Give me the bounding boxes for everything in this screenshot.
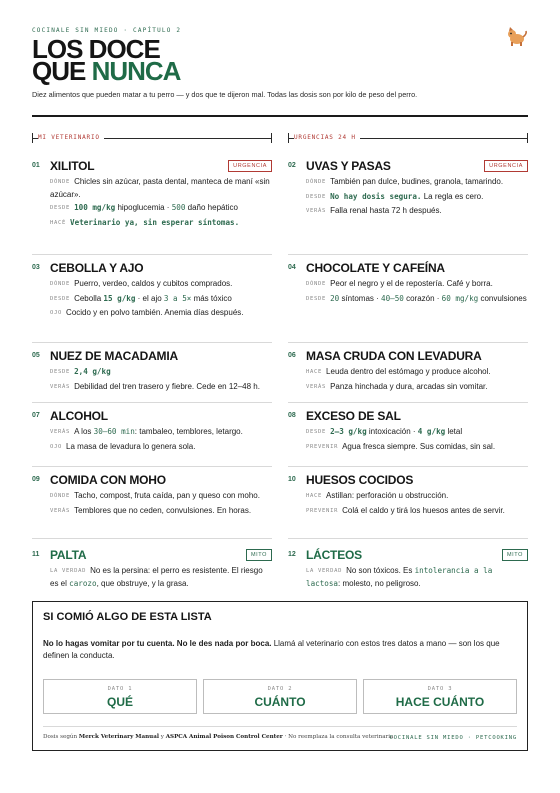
detail-key: VERÁS [306,208,327,214]
item-details [50,366,272,395]
detail-row [306,490,528,503]
card-value: HACE CUÁNTO [395,695,485,709]
item-details [306,490,528,519]
detail-text: Debilidad del tren trasero y fiebre. Cede en 12–48 h. [74,381,260,391]
detail-value: 3 a 5× [163,293,192,303]
item-details [50,176,272,231]
item-number: 07 [32,412,40,419]
detail-row [306,205,528,218]
item-name: XILITOL [50,159,95,173]
detail-row [50,565,272,589]
item-details [50,490,272,519]
detail-row [306,441,528,454]
vet-contact-field[interactable] [32,133,272,143]
detail-key: OJO [50,310,63,316]
detail-key: OJO [50,443,63,450]
item-details [306,176,528,220]
detail-row [50,176,272,200]
detail-text: corazón · [403,293,442,303]
detail-text: Cebolla [74,293,104,303]
detail-text: La masa de levadura lo genera sola. [66,441,196,451]
detail-key: DESDE [306,193,327,200]
detail-key: HACE [306,369,323,375]
detail-text: También pan dulce, budines, granola, tamarindo. [330,177,504,186]
detail-text: A los [74,427,94,436]
item-separator [32,466,272,467]
card-label: DATO 1 [107,686,133,692]
item-details [306,565,528,591]
detail-key: DÓNDE [306,281,327,287]
data-card-how-long [363,679,517,714]
detail-text: Panza hinchada y dura, arcadas sin vomitar. [330,381,488,391]
emergency-contact-label: URGENCIAS 24 H [294,134,360,141]
box-divider [43,726,517,727]
title-word-nunca: NUNCA [91,56,181,86]
item-number: 10 [288,476,296,483]
item-name: HUESOS COCIDOS [306,473,414,487]
detail-text: Temblores que no ceden, convulsiones. En horas. [74,505,252,515]
detail-text: Astillan: perforación u obstrucción. [326,491,449,500]
detail-text: No son tóxicos. Es [346,566,415,575]
data-card-what [43,679,197,714]
item-name: UVAS Y PASAS [306,159,391,173]
title-word-que: QUE [32,56,92,86]
detail-key: DESDE [50,295,71,302]
detail-text: hipoglucemia · [115,203,172,212]
detail-key: VERÁS [50,383,71,390]
detail-row [50,426,272,439]
item-details [306,366,528,395]
page [32,0,528,793]
detail-text: síntomas · [339,293,382,303]
detail-value: 100 mg/kg [74,203,116,212]
detail-text: La regla es cero. [421,191,484,201]
item-number: 03 [32,264,40,271]
item-separator [288,402,528,403]
detail-value: 60 mg/kg [441,293,479,303]
item-details [50,278,272,322]
title-line-1: LOS DOCE [32,34,160,64]
item-name: MASA CRUDA CON LEVADURA [306,349,482,363]
detail-row [50,505,272,518]
item-separator [288,466,528,467]
card-value: CUÁNTO [254,695,306,709]
item-separator [32,538,272,539]
detail-key: PREVENIR [306,507,339,514]
detail-text: · el ajo [135,293,164,303]
item-separator [32,402,272,403]
detail-value: No hay dosis segura. [330,191,422,201]
detail-key: LA VERDAD [306,568,343,574]
item-name: LÁCTEOS [306,548,362,562]
detail-key: PREVENIR [306,443,339,450]
detail-row [50,441,272,454]
detail-text: letal [445,427,463,436]
source-post: · No reemplaza la consulta veterinaria. [282,734,396,740]
detail-text: : tambaleo, temblores, letargo. [134,427,243,436]
detail-text: , que obstruye, y la grasa. [96,578,189,588]
item-separator [288,538,528,539]
detail-value: 500 [171,203,186,212]
detail-row [306,381,528,394]
detail-value: 40–50 [381,293,404,303]
detail-key: LA VERDAD [50,568,87,574]
eyebrow: COCINALE SIN MIEDO · CAPÍTULO 2 [32,27,182,34]
emergency-box-body-rest: Llamá al veterinario con estos tres datos a mano — son los que definen la conducta. [43,639,500,660]
detail-text: Chicles sin azúcar, pasta dental, manteca de maní «sin azúcar». [50,177,270,199]
detail-text: Falla renal hasta 72 h después. [330,206,442,215]
detail-row [50,293,272,306]
item-details [306,278,528,307]
detail-text: Agua fresca siempre. Sus comidas, sin sal. [342,441,496,451]
subtitle: Diez alimentos que pueden matar a tu perro — y dos que te dijeron mal. Todas las dosis son por kilo de peso del perro. [32,90,418,99]
detail-row [50,366,272,379]
urgency-badge: URGENCIA [484,160,528,172]
detail-text: intoxicación · [366,427,418,436]
emergency-box-body-bold: No lo hagas vomitar por tu cuenta. No le des nada por boca. [43,639,272,648]
detail-row [50,381,272,394]
item-number: 12 [288,551,296,558]
detail-text: Cocido y en polvo también. Anemia días después. [66,308,244,317]
detail-row [306,176,528,189]
item-name: ALCOHOL [50,409,108,423]
emergency-box [32,601,528,751]
detail-key: HACÉ [50,219,67,226]
detail-row [50,202,272,215]
source-pre: Dosis según [43,734,79,740]
item-name: PALTA [50,548,87,562]
detail-value: carozo [69,578,97,588]
item-number: 11 [32,551,40,558]
item-number: 05 [32,352,40,359]
detail-row [306,278,528,291]
source-note [43,734,395,740]
detail-row [50,278,272,291]
item-details [306,426,528,455]
card-value: QUÉ [106,695,133,709]
detail-value: intolerancia a la lactosa [306,566,493,588]
source-merck: Merck Veterinary Manual [78,734,159,740]
title-line-2 [32,56,181,86]
detail-key: VERÁS [306,383,327,390]
detail-key: DESDE [306,295,327,302]
item-name: NUEZ DE MACADAMIA [50,349,178,363]
brand-footer: COCINALE SIN MIEDO · PETCOOKING [389,735,517,741]
detail-value: 4 g/kg [417,427,446,436]
detail-text: Leuda dentro del estómago y produce alcohol. [326,367,491,376]
detail-key: DÓNDE [50,179,71,185]
item-number: 09 [32,476,40,483]
item-number: 02 [288,162,296,169]
detail-row [306,565,528,589]
detail-key: VERÁS [50,507,71,514]
detail-row [306,505,528,518]
card-label: DATO 2 [267,686,293,692]
detail-row [50,307,272,320]
detail-text: daño hepático [185,203,238,212]
detail-value: 30–60 min [93,427,135,436]
detail-value: 2,4 g/kg [74,367,111,376]
item-name: CEBOLLA Y AJO [50,261,144,275]
page-title [32,34,181,86]
detail-text: Colá el caldo y tirá los huesos antes de servir. [342,505,505,515]
header-rule [32,115,528,117]
detail-text: No es la persina: el perro es resistente. El riesgo es el [50,566,263,588]
emergency-box-body [43,638,513,662]
item-details [50,426,272,455]
detail-key: DESDE [50,205,71,211]
source-mid: y [158,734,166,740]
detail-key: DÓNDE [50,493,71,499]
item-details [50,565,272,591]
urgency-badge: URGENCIA [228,160,272,172]
detail-value: 15 g/kg [103,293,136,303]
detail-row [50,217,272,230]
detail-value: 2–3 g/kg [330,427,367,436]
item-number: 01 [32,162,40,169]
item-separator [32,342,272,343]
emergency-box-title: SI COMIÓ ALGO DE ESTA LISTA [43,611,212,623]
detail-key: DÓNDE [306,179,327,185]
detail-row [306,293,528,306]
source-aspca: ASPCA Animal Poison Control Center [165,734,283,740]
item-number: 08 [288,412,296,419]
detail-row [50,490,272,503]
detail-key: VERÁS [50,429,71,435]
card-label: DATO 3 [427,686,453,692]
emergency-contact-field[interactable] [288,133,528,143]
item-separator [288,342,528,343]
data-card-how-much [203,679,357,714]
item-name: CHOCOLATE Y CAFEÍNA [306,261,445,275]
detail-key: DÓNDE [50,281,71,287]
dog-icon [506,26,528,48]
detail-text: Puerro, verdeo, caldos y cubitos comprados. [74,279,233,288]
detail-text: Peor el negro y el de repostería. Café y borra. [330,279,493,288]
myth-badge: MITO [246,549,272,561]
detail-text: Tacho, compost, fruta caída, pan y queso con moho. [74,491,260,500]
item-name: EXCESO DE SAL [306,409,401,423]
item-number: 06 [288,352,296,359]
detail-row [306,426,528,439]
detail-key: DESDE [306,429,327,435]
detail-text: : molesto, no peligroso. [338,578,421,588]
detail-key: HACE [306,493,323,499]
detail-text: más tóxico [191,293,232,303]
detail-value: 20 [330,293,340,303]
detail-row [306,366,528,379]
item-name: COMIDA CON MOHO [50,473,166,487]
detail-value: Veterinario ya, sin esperar síntomas. [70,217,240,227]
vet-contact-label: MI VETERINARIO [38,134,104,141]
detail-row [306,191,528,204]
item-number: 04 [288,264,296,271]
detail-text: convulsiones [478,293,527,303]
item-separator [32,254,272,255]
myth-badge: MITO [502,549,528,561]
item-separator [288,254,528,255]
detail-key: DESDE [50,369,71,375]
